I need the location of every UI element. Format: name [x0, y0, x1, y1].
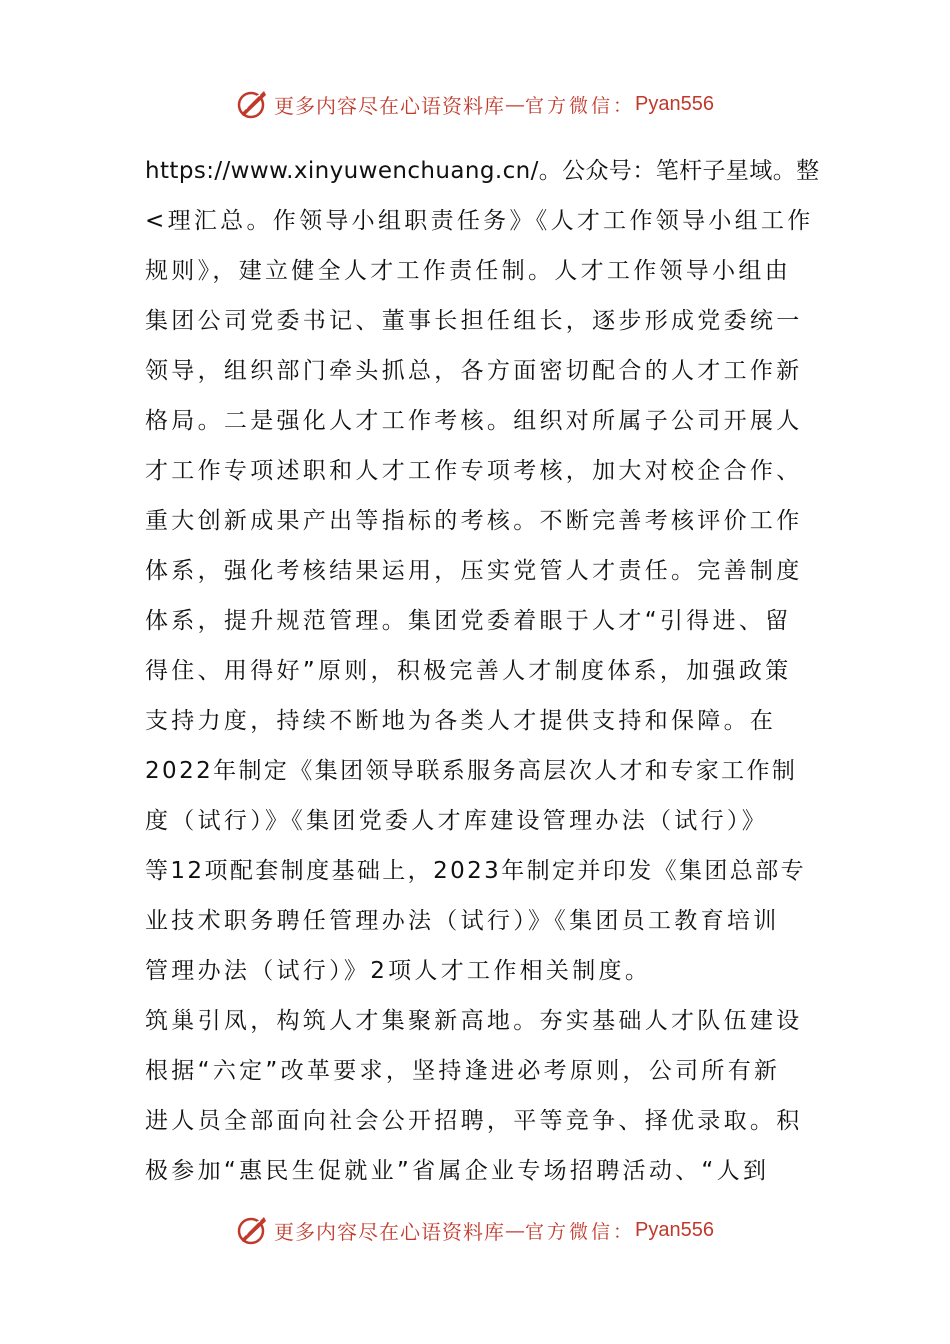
- paragraph-2: [145, 996, 807, 1196]
- text-line: 体系，提升规范管理。集团党委着眼于人才“引得进、留: [145, 608, 792, 634]
- text-line: 进人员全部面向社会公开招聘，平等竞争、择优录取。积: [145, 1108, 803, 1134]
- footer-watermark: [0, 1210, 950, 1250]
- text-line: 根据“六定”改革要求，坚持逢进必考原则，公司所有新: [145, 1058, 781, 1084]
- watermark-title: 更多内容尽在心语资料库: [274, 93, 505, 118]
- quill-pen-logo-icon: [236, 87, 270, 121]
- text-line: https://www.xinyuwenchuang.cn/。公众号：笔杆子星域。整: [145, 158, 820, 184]
- header-watermark: [0, 84, 950, 124]
- watermark-contact-label: 官方微信：: [525, 1220, 636, 1243]
- watermark-title: 更多内容尽在心语资料库: [274, 1219, 505, 1244]
- watermark-contact-label: 官方微信：: [525, 94, 636, 117]
- text-line: 筑巢引凤，构筑人才集聚新高地。夯实基础人才队伍建设: [145, 1008, 803, 1034]
- document-body: [145, 146, 820, 1196]
- text-line: 2022年制定《集团领导联系服务高层次人才和专家工作制: [145, 758, 798, 784]
- watermark-contact-id: Pyan556: [635, 92, 714, 115]
- quill-pen-logo-icon: [236, 1213, 270, 1247]
- text-line: 得住、用得好”原则，积极完善人才制度体系，加强政策: [145, 658, 792, 684]
- watermark-separator: —: [505, 92, 525, 116]
- text-line: 集团公司党委书记、董事长担任组长，逐步形成党委统一: [145, 308, 803, 334]
- watermark-separator: —: [505, 1218, 525, 1242]
- text-line: <理汇总。作领导小组职责任务》《人才工作领导小组工作: [145, 208, 814, 234]
- text-line: 业技术职务聘任管理办法（试行）》《集团员工教育培训: [145, 908, 780, 934]
- text-line: 重大创新成果产出等指标的考核。不断完善考核评价工作: [145, 508, 803, 534]
- text-line: 度（试行）》《集团党委人才库建设管理办法（试行）》: [145, 808, 768, 834]
- text-line: 才工作专项述职和人才工作专项考核，加大对校企合作、: [145, 458, 803, 484]
- text-line: 管理办法（试行）》2项人才工作相关制度。: [145, 958, 652, 984]
- text-line: 领导，组织部门牵头抓总，各方面密切配合的人才工作新: [145, 358, 803, 384]
- text-line: 支持力度，持续不断地为各类人才提供支持和保障。在: [145, 708, 777, 734]
- text-line: 格局。二是强化人才工作考核。组织对所属子公司开展人: [145, 408, 803, 434]
- text-line: 极参加“惠民生促就业”省属企业专场招聘活动、“人到: [145, 1158, 770, 1184]
- paragraph-1: [145, 146, 820, 996]
- text-line: 规则》，建立健全人才工作责任制。人才工作领导小组由: [145, 258, 791, 284]
- text-line: 体系，强化考核结果运用，压实党管人才责任。完善制度: [145, 558, 803, 584]
- text-line: 等12项配套制度基础上，2023年制定并印发《集团总部专: [145, 858, 806, 884]
- watermark-contact-id: Pyan556: [635, 1218, 714, 1241]
